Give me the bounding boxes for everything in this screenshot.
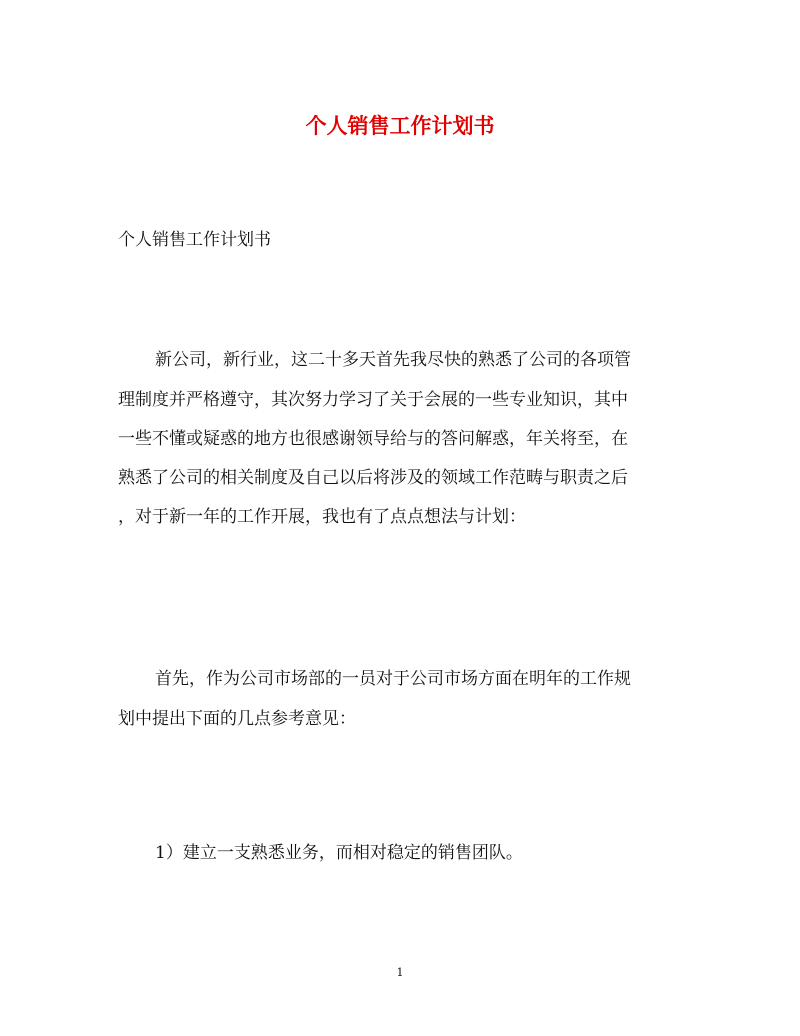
paragraph2-line-2: 划中提出下面的几点参考意见： [118,709,356,729]
paragraph2-line-1: 首先，作为公司市场部的一员对于公司市场方面在明年的工作规 [155,669,631,689]
paragraph1-line-4: 熟悉了公司的相关制度及自己以后将涉及的领域工作范畴与职责之后 [118,468,628,488]
page-number: 1 [396,966,404,979]
paragraph1-line-2: 理制度并严格遵守，其次努力学习了关于会展的一些专业知识，其中 [118,390,628,410]
document-subtitle: 个人销售工作计划书 [118,230,271,250]
paragraph1-line-3: 一些不懂或疑惑的地方也很感谢领导给与的答问解惑，年关将至，在 [118,429,628,449]
document-title: 个人销售工作计划书 [305,113,495,138]
paragraph1-line-5: ，对于新一年的工作开展，我也有了点点想法与计划： [118,507,526,527]
paragraph3-line-1: 1）建立一支熟悉业务，而相对稳定的销售团队。 [155,843,523,863]
paragraph1-line-1: 新公司，新行业，这二十多天首先我尽快的熟悉了公司的各项管 [155,350,631,370]
